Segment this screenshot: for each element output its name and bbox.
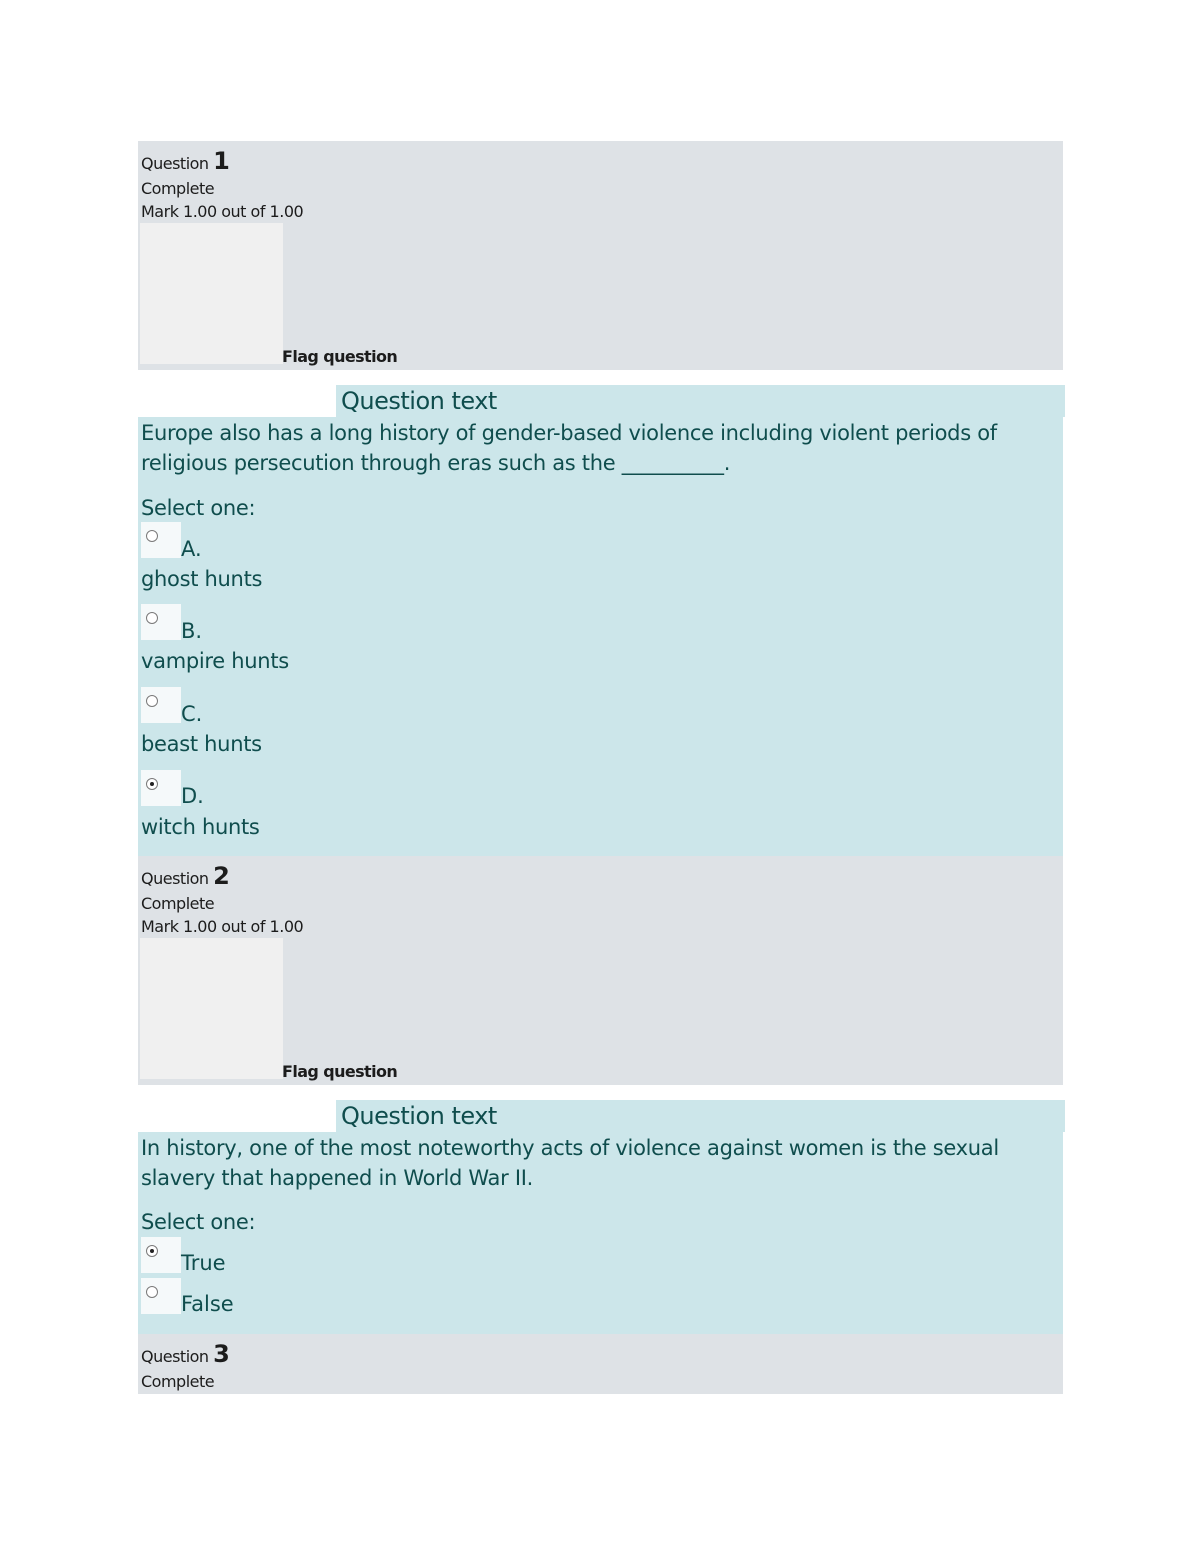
question-text: Europe also has a long history of gender-based violence including violent periods of religious persecution through eras such as the __________. xyxy=(141,421,997,475)
question-3-info xyxy=(138,1334,1063,1394)
select-one-prompt: Select one: xyxy=(141,496,256,520)
flag-question-button[interactable]: Flag question xyxy=(282,347,398,366)
question-title xyxy=(141,1340,229,1368)
option-b-radio-box[interactable] xyxy=(141,604,181,640)
question-1-info xyxy=(138,141,1063,370)
option-true-radio-box[interactable] xyxy=(141,1237,181,1273)
question-title xyxy=(141,147,229,175)
select-one-prompt: Select one: xyxy=(141,1210,256,1234)
flag-question-icon[interactable] xyxy=(140,223,283,364)
flag-question-icon[interactable] xyxy=(140,938,283,1079)
option-a-letter[interactable]: A. xyxy=(181,537,202,561)
radio-checked-icon[interactable] xyxy=(146,1245,158,1257)
question-title xyxy=(141,862,229,890)
option-c-radio-box[interactable] xyxy=(141,687,181,723)
option-false-radio-box[interactable] xyxy=(141,1278,181,1314)
radio-icon[interactable] xyxy=(146,530,158,542)
question-grade: Mark 1.00 out of 1.00 xyxy=(141,917,304,936)
radio-icon[interactable] xyxy=(146,612,158,624)
option-false-label[interactable]: False xyxy=(181,1292,234,1316)
question-1-content xyxy=(138,385,1063,856)
option-c-letter[interactable]: C. xyxy=(181,702,203,726)
radio-icon[interactable] xyxy=(146,695,158,707)
radio-checked-icon[interactable] xyxy=(146,778,158,790)
option-d-letter[interactable]: D. xyxy=(181,784,204,808)
question-state: Complete xyxy=(141,179,215,198)
radio-icon[interactable] xyxy=(146,1286,158,1298)
question-state: Complete xyxy=(141,1372,215,1391)
question-text: In history, one of the most noteworthy acts of violence against women is the sexual slavery that happened in World War II. xyxy=(141,1136,999,1190)
option-d-radio-box[interactable] xyxy=(141,770,181,806)
question-text-heading: Question text xyxy=(341,387,497,415)
question-title-prefix: Question xyxy=(141,869,209,888)
question-2-content xyxy=(138,1100,1063,1334)
question-title-prefix: Question xyxy=(141,154,209,173)
option-a-radio-box[interactable] xyxy=(141,522,181,558)
question-title-prefix: Question xyxy=(141,1347,209,1366)
option-b-letter[interactable]: B. xyxy=(181,619,203,643)
question-text-heading: Question text xyxy=(341,1102,497,1130)
question-number: 3 xyxy=(213,1340,230,1368)
option-true-label[interactable]: True xyxy=(181,1251,226,1275)
question-number: 2 xyxy=(213,862,230,890)
flag-question-button[interactable]: Flag question xyxy=(282,1062,398,1081)
question-number: 1 xyxy=(213,147,230,175)
option-d-answer[interactable]: witch hunts xyxy=(141,815,260,839)
option-a-answer[interactable]: ghost hunts xyxy=(141,567,263,591)
option-c-answer[interactable]: beast hunts xyxy=(141,732,262,756)
question-grade: Mark 1.00 out of 1.00 xyxy=(141,202,304,221)
question-2-info xyxy=(138,856,1063,1085)
question-state: Complete xyxy=(141,894,215,913)
option-b-answer[interactable]: vampire hunts xyxy=(141,649,289,673)
